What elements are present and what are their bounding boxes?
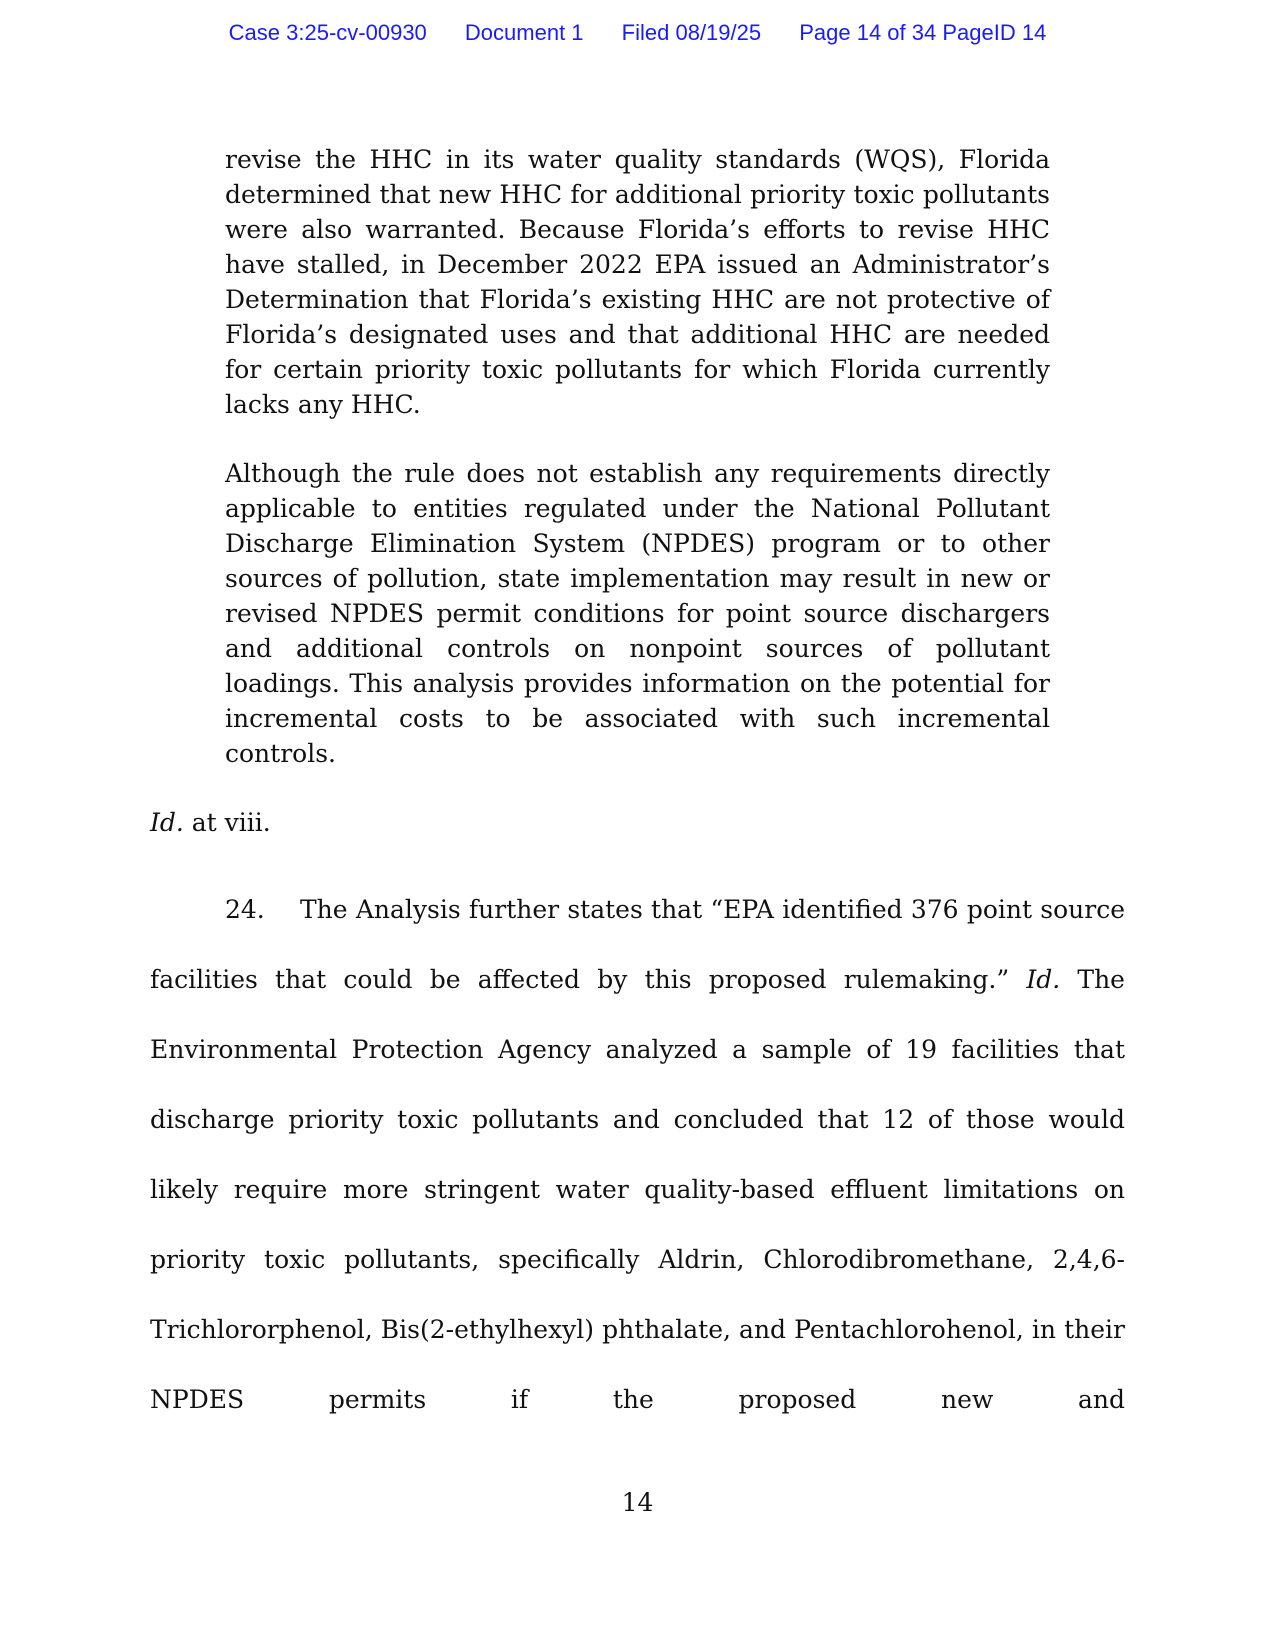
page-number: 14 [621,1488,654,1517]
paragraph-text-rest: The Environmental Protection Agency analyzed a sample of 19 facilities that discharge priority toxic pollutants and concluded that 12 of those would likely require more stringent water quality-based effluent limitations on priority toxic pollutants, specifically Aldrin, Chlorodibromethane, 2,4,6-Trichlororphenol, Bis(2-ethylhexyl) phthalate, and Pentachlorohenol, in their NPDES permits if the proposed new and [150,965,1125,1414]
case-header [0,20,1275,46]
paragraph-text-start: The Analysis further states that “EPA identified 376 point source facilities that could be affected by this proposed rulemaking.” [150,895,1125,994]
paragraph-number: 24. [225,895,265,924]
block-quote-paragraph-2: Although the rule does not establish any requirements directly applicable to entities regulated under the National Pollutant Discharge Elimination System (NPDES) program or to other sources of pollution, state implementation may result in new or revised NPDES permit conditions for point source dischargers and additional controls on nonpoint sources of pollutant loadings. This analysis provides information on the potential for incremental costs to be associated with such incremental controls. [225,459,1050,768]
citation-rest: at viii. [183,808,271,837]
filed-date: Filed 08/19/25 [621,20,762,45]
paragraph-id-cite: Id. [1026,965,1061,994]
page-id: Page 14 of 34 PageID 14 [799,20,1047,45]
citation-id: Id. [150,808,184,837]
case-number: Case 3:25-cv-00930 [228,20,427,45]
citation [150,805,271,840]
paragraph-24 [150,875,1125,1435]
document-number: Document 1 [464,20,584,45]
block-quote-paragraph-1: revise the HHC in its water quality standards (WQS), Florida determined that new HHC for additional priority toxic pollutants were also warranted. Because Florida’s efforts to revise HHC have stalled, in December 2022 EPA issued an Administrator’s Determination that Florida’s existing HHC are not protective of Florida’s designated uses and that additional HHC are needed for certain priority toxic pollutants for which Florida currently lacks any HHC. [225,145,1050,419]
